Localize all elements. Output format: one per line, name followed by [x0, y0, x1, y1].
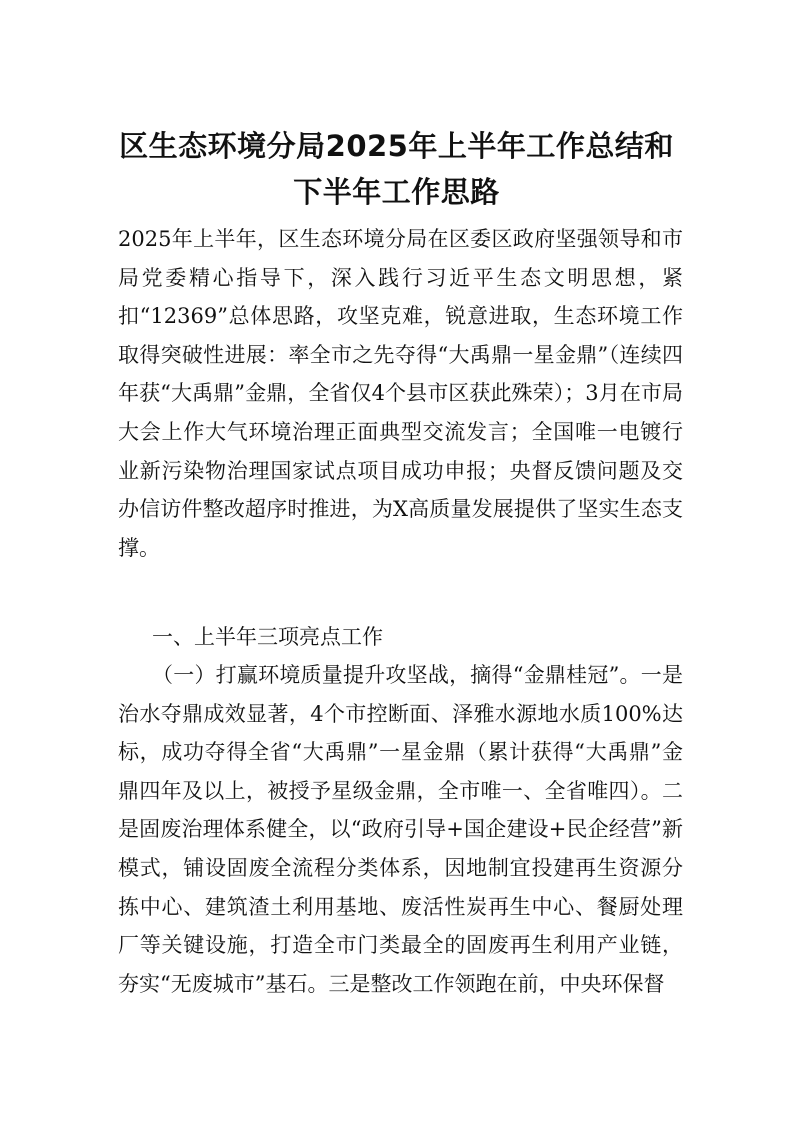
- document-title-line-1: 区生态环境分局2025年上半年工作总结和: [119, 129, 674, 163]
- section-1-paragraph: （一）打赢环境质量提升攻坚战，摘得“金鼎桂冠”。一是治水夺鼎成效显著，4个市控断面、泽雅水源地水质100%达标，成功夺得全省“大禹鼎”一星金鼎（累计获得“大禹鼎”金鼎四年及以上，被授予星级金鼎，全市唯一、全省唯四）。二是固废治理体系健全，以“政府引导+国企建设+民企经营”新模式，铺设固废全流程分类体系，因地制宜投建再生资源分拣中心、建筑渣土利用基地、废活性炭再生中心、餐厨处理厂等关键设施，打造全市门类最全的固废再生利用产业链，夯实“无废城市”基石。三是整改工作领跑在前，中央环保督: [118, 663, 683, 996]
- intro-paragraph: 2025年上半年，区生态环境分局在区委区政府坚强领导和市局党委精心指导下，深入践行习近平生态文明思想，紧扣“12369”总体思路，攻坚克难，锐意进取，生态环境工作取得突破性进展：率全市之先夺得“大禹鼎一星金鼎”（连续四年获“大禹鼎”金鼎，全省仅4个县市区获此殊荣）；3月在市局大会上作大气环境治理正面典型交流发言；全国唯一电镀行业新污染物治理国家试点项目成功申报；央督反馈问题及交办信访件整改超序时推进，为X高质量发展提供了坚实生态支撑。: [118, 227, 683, 560]
- section-heading-1: 一、上半年三项亮点工作: [152, 625, 383, 649]
- document-title-line-2: 下半年工作思路: [293, 175, 500, 209]
